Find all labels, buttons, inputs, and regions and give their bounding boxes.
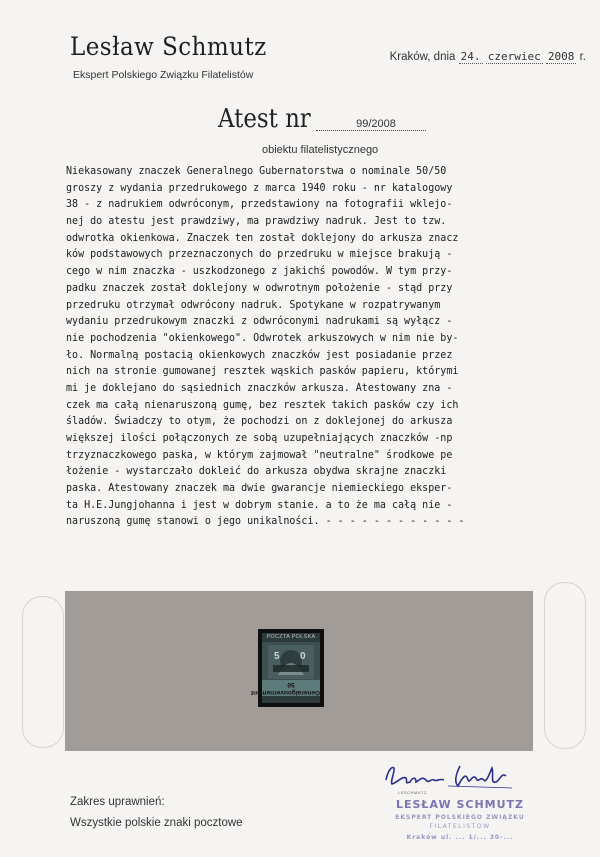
body-line: trzyznaczkowego paska, w którym zajmował "neutralne" środkowe pe [66,448,453,461]
date-year: 2008 [547,50,575,63]
body-line: ło. Normalną postacią okienkowych znaczków jest posiadanie przez [66,348,453,361]
body-line: nej do atestu jest prawdziwy, ma prawdziwy nadruk. Jest to tzw. [66,215,447,228]
body-line: paska. Atestowany znaczek ma dwie gwarancje niemieckiego eksper- [66,482,453,495]
overprint-value: 50 [287,681,295,688]
scope-label: Zakres uprawnień: [70,796,165,808]
body-line: naruszoną gumę stanowi o jego unikalności. - - - - - - - - - - - - [66,515,465,528]
stamp-org-2: FILATELISTÓW [429,823,491,830]
left-emboss-seal [22,596,64,748]
place-date [390,50,586,63]
date-suffix: r. [579,51,586,63]
body-line: czek ma całą nienaruszoną gumę, bez resztek takich pasków czy ich [66,398,459,411]
postage-stamp [251,633,320,703]
place-prefix: Kraków, dnia [389,51,456,63]
stamp-bottom-band [262,696,320,703]
body-line: ków podstawowych przeznaczonych do przedruku w miejsce brakują - [66,248,453,261]
body-line: łożenie - wystarczało doklеić do arkusza obydwa skrajne znaczki [66,465,447,478]
inverted-overprint [251,680,320,696]
body-line: odwrotka okienkowa. Znaczek ten został doklejony do arkusza znacz [66,231,459,244]
stamp-org: EKSPERT POLSKIEGO ZWIĄZKU [395,814,525,821]
overprint-text: Generalgouvernement [251,689,320,696]
scope-value: Wszystkie polskie znaki pocztowe [70,817,243,829]
date-month: czerwiec [487,50,541,63]
stamp-photo [251,629,324,707]
body-line: śladów. Świadczy to otym, że pochodzi on z doklejonej do arkusza [66,415,453,428]
body-line: padku znaczek został doklejony w odwrotnym położenie - stąd przy [66,281,453,294]
stamp-address: Kraków ul. ... 1/... 30-... [406,834,514,841]
expert-name: Lesław Schmutz [70,32,267,61]
stamp-name: LESŁAW SCHMUTZ [395,798,525,811]
body-line: groszy z wydania przedrukowego z marca 1940 roku - nr katalogowy [66,181,453,194]
date-day: 24. [460,50,481,63]
body-line: nich na stronie gumowanej resztek wąskich pasków papieru, którymi [66,365,459,378]
body-line: cego w nim znaczka - uszkodzonego z jakichś powodów. W tym przy- [66,265,453,278]
svg-text:5: 5 [274,651,280,662]
expertise-body-text [66,163,550,530]
handwritten-signature [382,758,522,794]
body-line: Niekasowany znaczek Generalnego Gubernatorstwa o nominale 50/50 [66,165,447,177]
certificate-title: Atest nr [218,104,311,134]
stamp-top-inscription: POCZTA POLSKA [262,633,320,642]
body-line: ta H.E.Jungjohanna i jest w dobrym stanie. a to że ma całą nie - [66,498,453,511]
signature-caption: LESCHMUTZ [398,790,427,795]
body-line: przedruku otrzymał odwrócony nadruk. Spotykane w rozpatrywanym [66,298,441,311]
certificate-number: 99/2008 [316,118,426,131]
body-line: nie pochodzenia "okienkowego". Odwrotek arkuszowych w nim nie by- [66,331,459,344]
body-line: mi je doklejano do sąsiednich znaczków arkusza. Atestowany zna - [66,381,453,394]
expert-title: Ekspert Polskiego Związku Filatelistów [73,69,254,81]
right-emboss-seal [544,582,586,749]
expert-name-stamp [372,796,548,854]
body-line: wydaniu przedrukowym znaczki z odwróconymi nadrukami są wyłącz - [66,315,453,328]
body-line: większej ilości połączonych ze sobą uzupełniających znaczków -np [66,432,453,444]
svg-text:0: 0 [300,651,306,662]
stamp-design-image [268,645,314,679]
body-line: 38 - z nadrukiem odwróconym, przedstawiony na fotografii wklejo- [66,198,453,211]
certificate-subtitle: obiektu filatelistycznego [262,144,379,156]
